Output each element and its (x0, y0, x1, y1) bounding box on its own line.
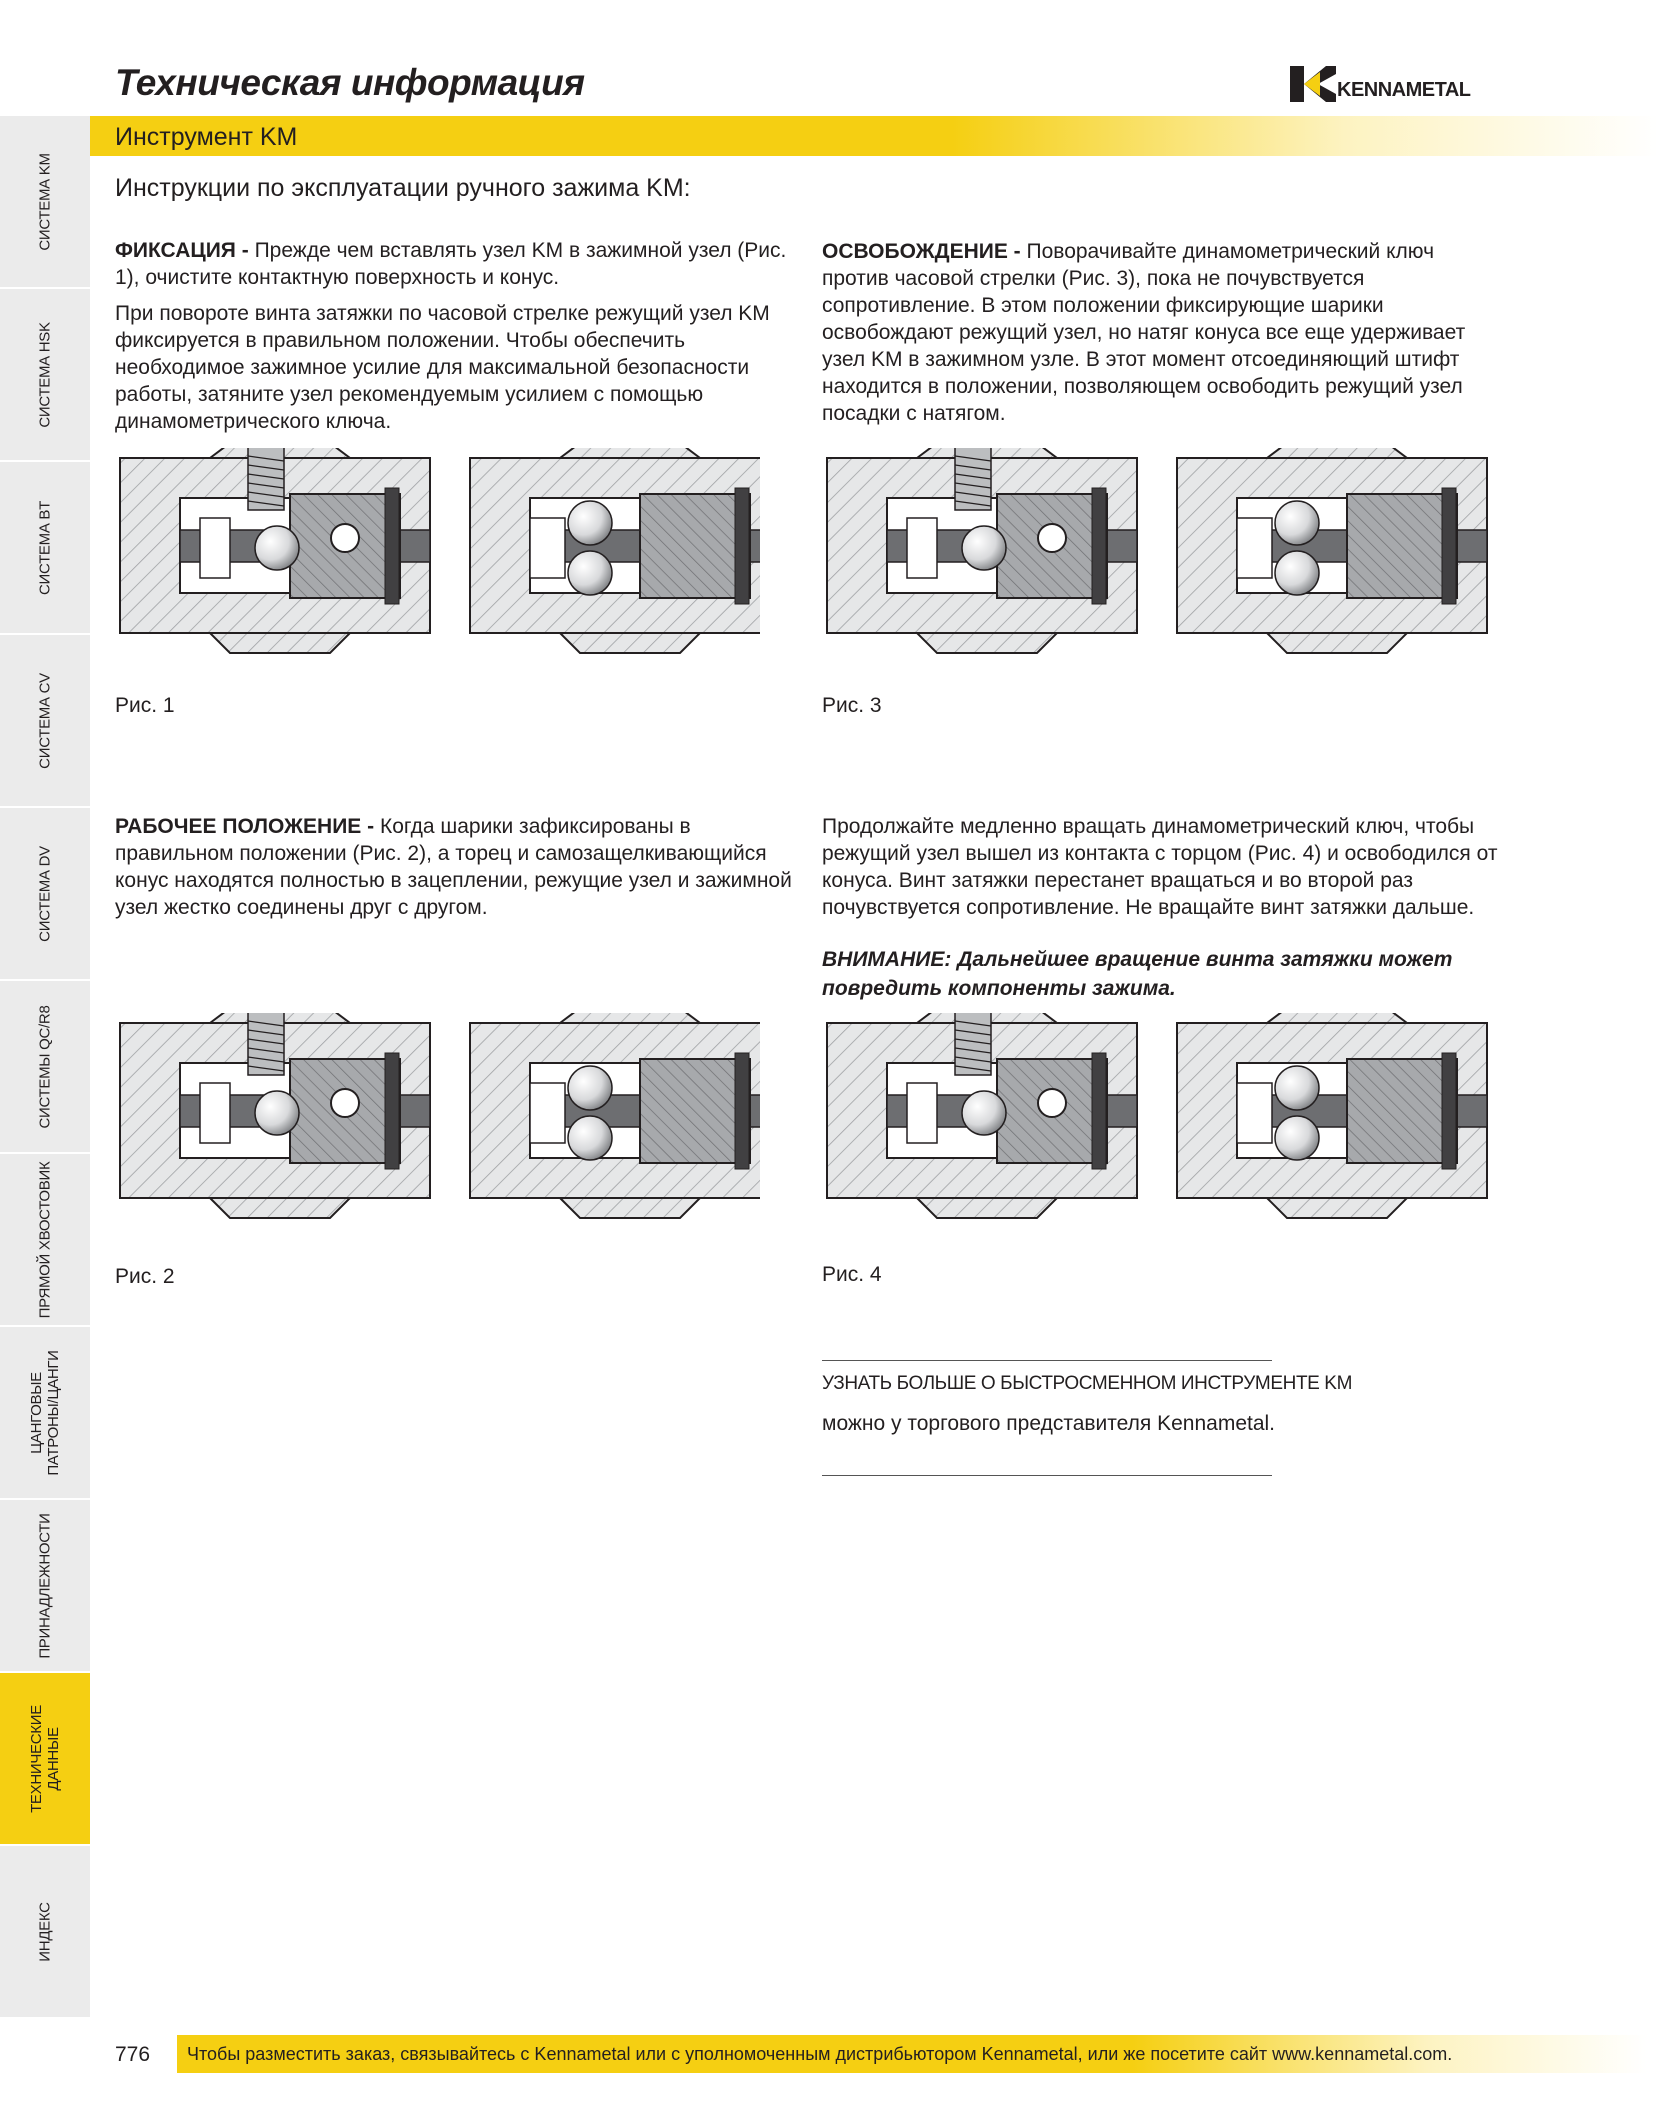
face-ring (1092, 1053, 1106, 1169)
section-bar (90, 116, 1658, 156)
tapered-sleeve (640, 1059, 750, 1163)
housing-flange (210, 1198, 350, 1218)
cross-section-drawing (822, 1013, 1492, 1253)
sidebar-tab[interactable] (0, 1846, 90, 2019)
figure-4-caption: Рис. 4 (822, 1263, 882, 1286)
sidebar-tab-label: ТЕХНИЧЕСКИЕ ДАННЫЕ (28, 1704, 62, 1813)
sidebar-tab[interactable] (0, 1327, 90, 1500)
working-position-text: Когда шарики зафиксированы в правильном положении (Рис. 2), а торец и самозащелкивающийся конус находятся полностью в зацеплении, режущие узел и зажимной узел жестко соединены друг с другом. (115, 815, 792, 919)
sidebar-tab-label: СИСТЕМА KM (36, 152, 54, 251)
footer-bar (177, 2035, 1647, 2073)
pin-hole (1038, 1089, 1066, 1117)
fixation-detail: При повороте винта затяжки по часовой стрелке режущий узел KM фиксируется в правильном положении. Чтобы обеспечить необходимое зажимное усилие для максимальной безопасности работы, затяните узел рекомендуемым усилием с помощью динамометрического ключа. (115, 302, 770, 433)
locking-ball-lower (1275, 551, 1319, 595)
instructions-heading: Инструкции по эксплуатации ручного зажима KM: (115, 174, 691, 202)
sleeve-ring (1237, 518, 1272, 578)
locking-ball (255, 526, 299, 570)
face-ring (385, 488, 399, 604)
fixation-paragraph (115, 237, 795, 291)
sidebar-tab-label: СИСТЕМА HSK (36, 321, 54, 428)
housing-boss (1267, 448, 1407, 458)
housing-boss (560, 1013, 700, 1023)
info-top-rule (822, 1360, 1272, 1361)
info-line-2: можно у торгового представителя Kennametal. (822, 1412, 1276, 1435)
info-bottom-rule (822, 1475, 1272, 1476)
locking-ball-lower (568, 551, 612, 595)
pin-hole (331, 524, 359, 552)
figure-3 (822, 448, 1492, 688)
locking-ball (962, 1091, 1006, 1135)
figure-3-caption: Рис. 3 (822, 694, 882, 717)
locking-ball-upper (1275, 1066, 1319, 1110)
figure-2-caption: Рис. 2 (115, 1265, 175, 1288)
sleeve-ring (907, 1083, 937, 1143)
pin-hole (331, 1089, 359, 1117)
sidebar-tab-label: ПРЯМОЙ ХВОСТОВИК (36, 1161, 54, 1318)
figure-2 (115, 1013, 760, 1253)
tapered-sleeve (640, 494, 750, 598)
tapered-sleeve (1347, 494, 1457, 598)
locking-ball (255, 1091, 299, 1135)
cross-section-drawing (115, 448, 760, 688)
figure-4 (822, 1013, 1492, 1253)
sleeve-ring (1237, 1083, 1272, 1143)
sidebar-tab[interactable] (0, 1154, 90, 1327)
housing-flange (560, 1198, 700, 1218)
page-title: Техническая информация (115, 62, 585, 103)
working-position-heading: РАБОЧЕЕ ПОЛОЖЕНИЕ - (115, 815, 375, 838)
face-ring (735, 1053, 749, 1169)
locking-ball-lower (1275, 1116, 1319, 1160)
figure-1-caption: Рис. 1 (115, 694, 175, 717)
sidebar-tab[interactable] (0, 462, 90, 635)
fixation-heading: ФИКСАЦИЯ - (115, 239, 249, 262)
side-navigation (0, 116, 90, 2019)
housing-flange (917, 1198, 1057, 1218)
sidebar-tab[interactable] (0, 981, 90, 1154)
release-text: Поворачивайте динамометрический ключ против часовой стрелки (Рис. 3), пока не почувствуется сопротивление. В этом положении фиксирующие шарики освобождают режущий узел, но натяг конуса все еще удерживает узел KM в зажимном узле. В этот момент отсоединяющий штифт находится в положении, позволяющем освободить режущий узел посадки с натягом. (822, 240, 1466, 425)
locking-ball-upper (568, 501, 612, 545)
face-ring (1092, 488, 1106, 604)
continue-paragraph: Продолжайте медленно вращать динамометрический ключ, чтобы режущий узел вышел из контакта с торцом (Рис. 4) и освободился от конуса. Винт затяжки перестанет вращаться и во второй раз почувствуется сопротивление. Не вращайте винт затяжки дальше. (822, 815, 1498, 919)
sidebar-tab-label: ИНДЕКС (36, 1901, 54, 1962)
housing-boss (560, 448, 700, 458)
info-line-1: УЗНАТЬ БОЛЬШЕ О БЫСТРОСМЕННОМ ИНСТРУМЕНТЕ KM (822, 1373, 1353, 1394)
sidebar-tab-label: ПРИНАДЛЕЖНОСТИ (36, 1512, 54, 1659)
locking-ball-upper (568, 1066, 612, 1110)
sidebar-tab[interactable] (0, 1673, 90, 1846)
kennametal-k-icon (1290, 62, 1336, 106)
sidebar-tab[interactable] (0, 116, 90, 289)
sidebar-tab-label: СИСТЕМА CV (36, 672, 54, 769)
face-ring (385, 1053, 399, 1169)
cross-section-drawing (822, 448, 1492, 688)
locking-ball-upper (1275, 501, 1319, 545)
cross-section-drawing (115, 1013, 760, 1253)
tapered-sleeve (1347, 1059, 1457, 1163)
face-ring (1442, 488, 1456, 604)
housing-flange (560, 633, 700, 653)
working-position-paragraph (115, 813, 815, 921)
sleeve-ring (530, 518, 565, 578)
section-title: Инструмент KM (115, 123, 298, 151)
sleeve-ring (907, 518, 937, 578)
kennametal-logo (1290, 62, 1490, 106)
housing-flange (1267, 1198, 1407, 1218)
pin-hole (1038, 524, 1066, 552)
release-paragraph (822, 238, 1502, 427)
face-ring (1442, 1053, 1456, 1169)
fixation-text: Прежде чем вставлять узел KM в зажимной узел (Рис. 1), очистите контактную поверхность и конус. (115, 239, 787, 289)
sidebar-tab[interactable] (0, 635, 90, 808)
logo-wordmark: KENNAMETAL (1337, 79, 1471, 101)
sidebar-tab-label: ЦАНГОВЫЕ ПАТРОНЫ/ЦАНГИ (28, 1349, 62, 1476)
release-heading: ОСВОБОЖДЕНИЕ - (822, 240, 1021, 263)
sidebar-tab[interactable] (0, 289, 90, 462)
figure-1 (115, 448, 760, 688)
sleeve-ring (200, 1083, 230, 1143)
housing-flange (210, 633, 350, 653)
housing-flange (917, 633, 1057, 653)
face-ring (735, 488, 749, 604)
sidebar-tab[interactable] (0, 1500, 90, 1673)
sidebar-tab-label: СИСТЕМЫ QC/R8 (36, 1005, 54, 1128)
housing-boss (1267, 1013, 1407, 1023)
footer-text: Чтобы разместить заказ, связывайтесь с Kennametal или с уполномоченным дистрибьютором Kennametal, или же посетите сайт www.kennametal.com. (187, 2044, 1453, 2064)
sidebar-tab-label: СИСТЕМА BT (36, 500, 54, 595)
page-number: 776 (115, 2043, 151, 2066)
warning-text: ВНИМАНИЕ: Дальнейшее вращение винта затяжки может повредить компоненты зажима. (822, 948, 1453, 1000)
locking-ball-lower (568, 1116, 612, 1160)
housing-flange (1267, 633, 1407, 653)
sleeve-ring (530, 1083, 565, 1143)
sleeve-ring (200, 518, 230, 578)
sidebar-tab-label: СИСТЕМА DV (36, 845, 54, 942)
sidebar-tab[interactable] (0, 808, 90, 981)
locking-ball (962, 526, 1006, 570)
